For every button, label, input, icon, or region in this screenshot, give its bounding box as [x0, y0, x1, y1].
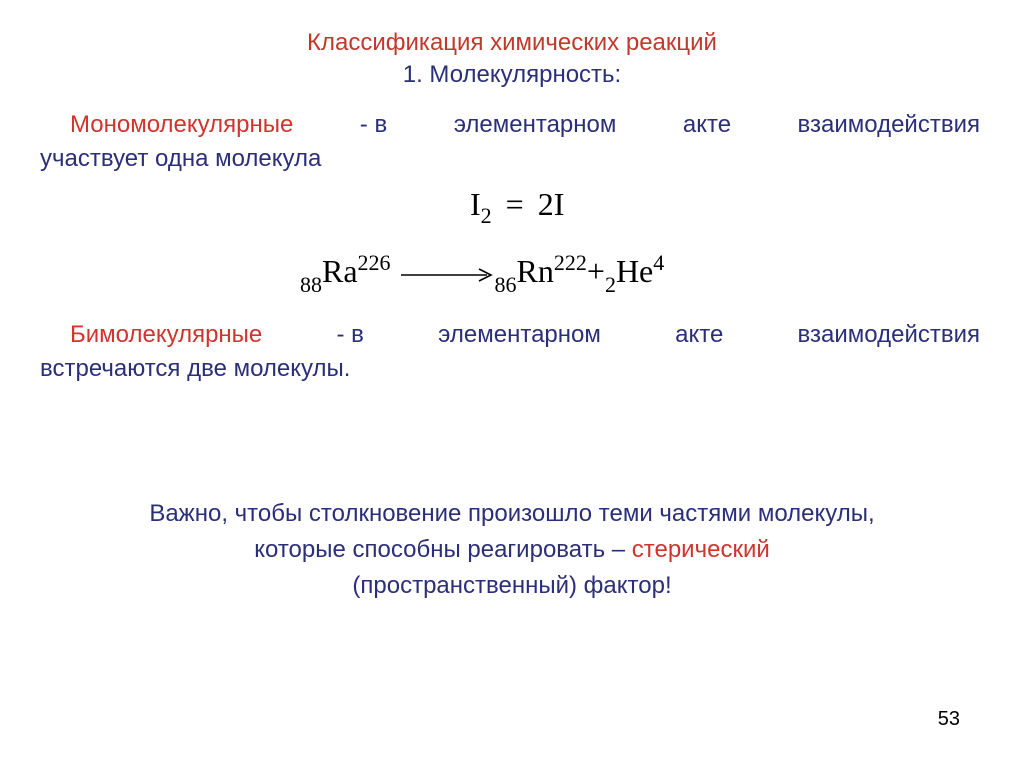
bimolecular-line2: встречаются две молекулы. [40, 355, 351, 382]
note-accent-term: стерический [631, 536, 770, 563]
equation-iodine [470, 186, 564, 229]
mono-word-1: - в [359, 111, 388, 138]
mono-word-3: акте [682, 111, 732, 138]
eq1-lhs: I [470, 186, 481, 222]
eq2-he-sup: 4 [653, 250, 665, 275]
monomolecular-term: Мономолекулярные [70, 111, 294, 138]
eq1-equals: = [505, 186, 524, 222]
note-line2 [0, 532, 1024, 568]
monomolecular-paragraph [40, 108, 980, 176]
eq1-rhs: 2I [537, 186, 565, 222]
eq1-lhs-sub: 2 [480, 203, 492, 228]
eq2-he: He [615, 253, 654, 289]
note-line3: (пространственный) фактор! [352, 572, 672, 599]
eq2-plus: + [586, 253, 605, 289]
steric-factor-note [0, 496, 1024, 604]
eq2-rn-sup: 222 [553, 250, 587, 275]
eq2-ra-sup: 226 [357, 250, 391, 275]
eq2-ra: Ra [322, 253, 358, 289]
monomolecular-line2: участвует одна молекула [40, 145, 322, 172]
equation-radium-decay [300, 250, 664, 298]
bi-word-4: взаимодействия [797, 321, 980, 348]
bimolecular-term: Бимолекулярные [70, 321, 263, 348]
eq2-rn: Rn [516, 253, 554, 289]
note-line1: Важно, чтобы столкновение произошло теми частями молекулы, [149, 500, 875, 527]
eq2-rn-prefix: 86 [494, 272, 517, 297]
page-number: 53 [937, 708, 960, 730]
slide-title: Классификация химических реакций [307, 29, 717, 56]
note-line2-text: которые способны реагировать – [254, 536, 632, 563]
bi-word-1: - в [336, 321, 364, 348]
mono-word-2: элементарном [453, 111, 617, 138]
bimolecular-paragraph [40, 318, 980, 386]
mono-word-4: взаимодействия [797, 111, 980, 138]
eq2-ra-prefix: 88 [300, 272, 322, 297]
bi-word-2: элементарном [438, 321, 601, 348]
bi-word-3: акте [675, 321, 724, 348]
reaction-arrow-icon [401, 265, 493, 285]
eq2-he-prefix: 2 [604, 272, 616, 297]
slide-subtitle: 1. Молекулярность: [402, 61, 622, 88]
